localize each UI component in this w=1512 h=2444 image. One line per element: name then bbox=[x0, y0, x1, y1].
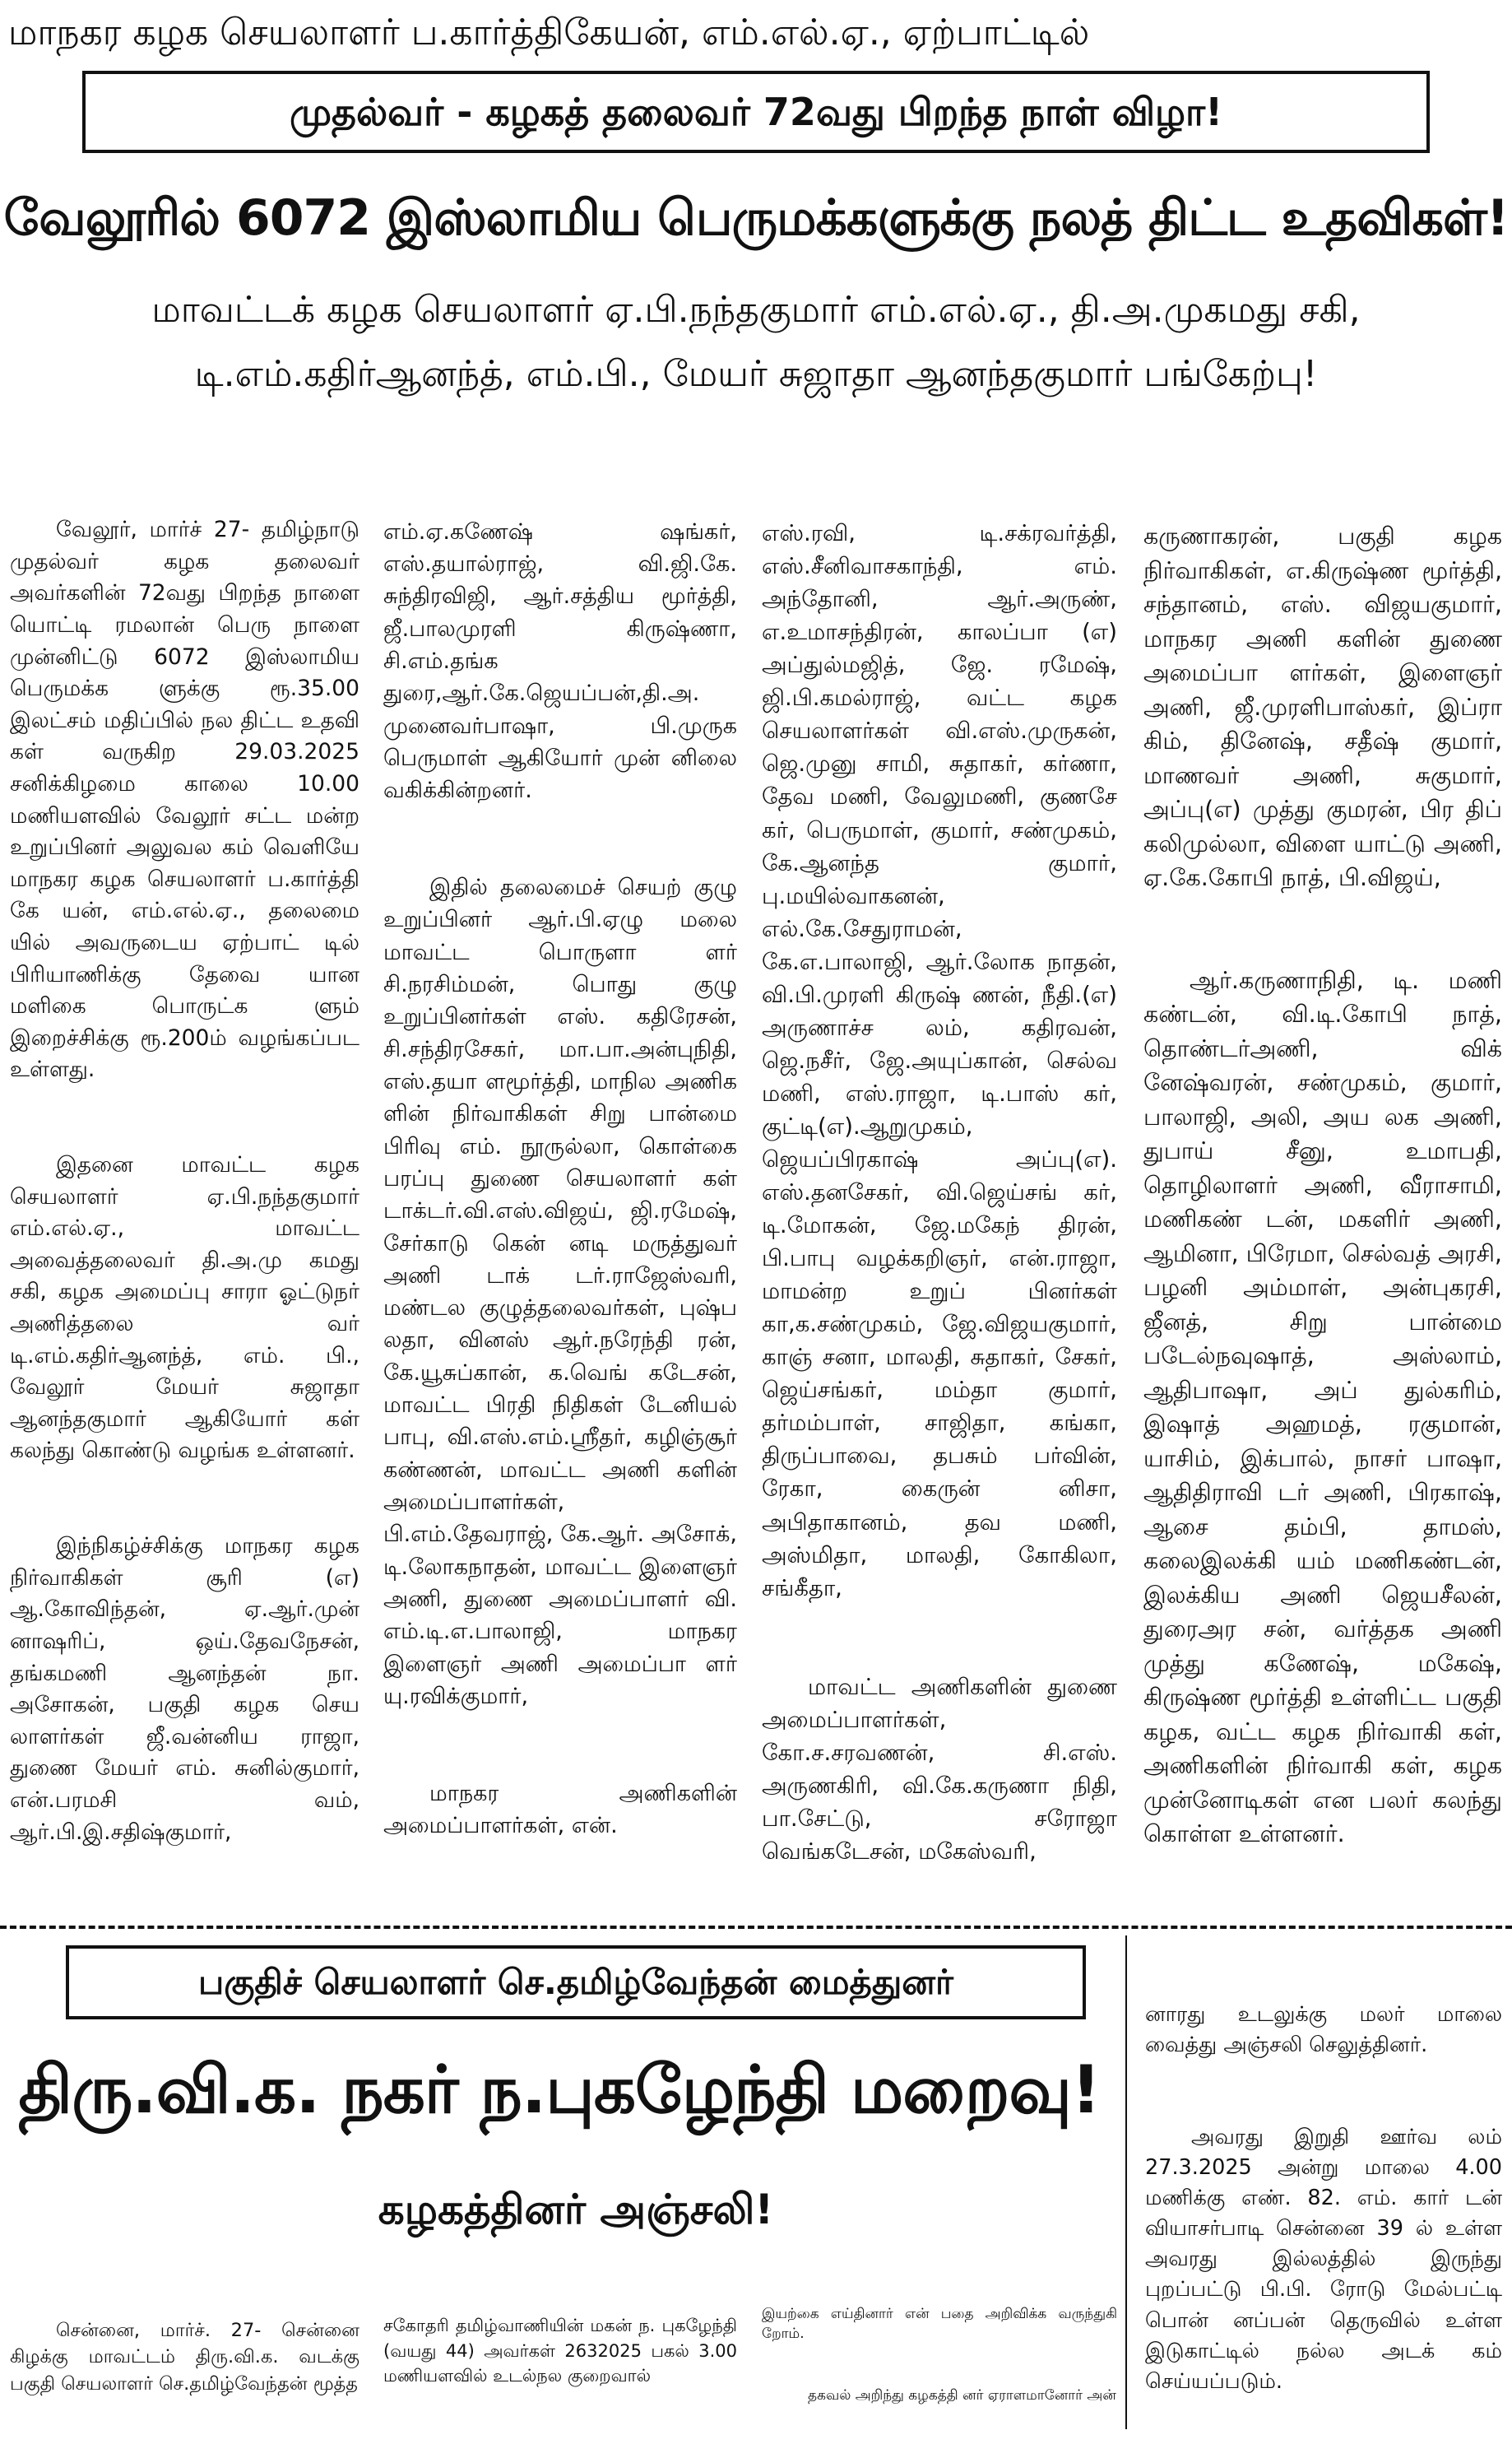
lead-col3-paragraph-1: எஸ்.ரவி, டி.சக்ரவர்த்தி, எஸ்.சீனிவாசகாந்தி, எம். அந்தோனி, ஆர்.அருண், எ.உமாசந்திரன், காலப்பா (எ) அப்துல்மஜித், ஜே. ரமேஷ், ஜி.பி.கமல்ராஜ், வட்ட கழக செயலாளர்கள் வி.எஸ்.முருகன், ஜெ.முனு சாமி, சுதாகர், கர்ணா, தேவ மணி, வேலுமணி, குணசே கர், பெருமாள், குமார், சண்முகம், கே.ஆனந்த குமார், பு.மயில்வாகனன், எல்.கே.சேதுராமன், கே.எ.பாலாஜி, ஆர்.லோக நாதன், வி.பி.முரளி கிருஷ் ணன், நீதி.(எ) அருணாச்ச லம், கதிரவன், ஜெ.நசீர், ஜே.அயுப்கான், செல்வ மணி, எஸ்.ராஜா, டி.பாஸ் கர், குட்டி(எ).ஆறுமுகம், ஜெயப்பிரகாஷ் அப்பு(எ). எஸ்.தனசேகர், வி.ஜெய்சங் கர், டி.மோகன், ஜே.மகேந் திரன், பி.பாபு வழக்கறிஞர், என்.ராஜா, மாமன்ற உறுப் பினர்கள் கா,க.சண்முகம், ஜே.விஜயகுமார், காஞ் சனா, மாலதி, சுதாகர், சேகர், ஜெய்சங்கர், மம்தா குமார், தர்மம்பாள், சாஜிதா, கங்கா, திருப்பாவை, தபசும் பர்வின், ரேகா, கைருன் னிசா, அபிதாகானம், தவ மணி, அஸ்மிதா, மாலதி, கோகிலா, சங்கீதா, bbox=[762, 520, 1125, 1601]
lead-column-4 bbox=[1143, 451, 1510, 1916]
lead-col2-paragraph-2: இதில் தலைமைச் செயற் குழு உறுப்பினர் ஆர்.பி.ஏழு மலை மாவட்ட பொருளா ளர் சி.நரசிம்மன், பொது குழு உறுப்பினர்கள் எஸ். கதிரேசன், சி.சந்திரசேகர், மா.பா.அன்புநிதி, எஸ்.தயா ளமூர்த்தி, மாநில அணிக ளின் நிர்வாகிகள் சிறு பான்மை பிரிவு எம். நூருல்லா, கொள்கை பரப்பு துணை செயலாளர் கள் டாக்டர்.வி.எஸ்.விஜய், ஜி.ரமேஷ், சேர்காடு கென் னடி மருத்துவர் அணி டாக் டர்.ராஜேஸ்வரி, மண்டல குழுத்தலைவர்கள், புஷ்ப லதா, வினஸ் ஆர்.நரேந்தி ரன், கே.யூசுப்கான், க.வெங் கடேசன், மாவட்ட பிரதி நிதிகள் டேனியல் பாபு, வி.எஸ்.எம்.ஸ்ரீதர், கழிஞ்சூர் கண்ணன், மாவட்ட அணி களின் அமைப்பாளர்கள், பி.எம்.தேவராஜ், கே.ஆர். அசோக், டி.லோகநாதன், மாவட்ட இளைஞர் அணி, துணை அமைப்பாளர் வி. எம்.டி.எ.பாலாஜி, மாநகர இளைஞர் அணி அமைப்பா ளர் யு.ரவிக்குமார், bbox=[383, 875, 744, 1709]
lead-column-1 bbox=[10, 451, 367, 1916]
lead-col2-paragraph-1: எம்.ஏ.கணேஷ் ஷங்கர், எஸ்.தயால்ராஜ், வி.ஜி.கே. சுந்திரவிஜி, ஆர்.சத்திய மூர்த்தி, ஜீ.பாலமுரளி கிருஷ்ணா, சி.எம்.தங்க துரை,ஆர்.கே.ஜெயப்பன்,தி.அ. முனைவர்பாஷா, பி.முருக பெருமாள் ஆகியோர் முன் னிலை வகிக்கின்றனர். bbox=[383, 518, 744, 804]
lead-kicker-boxed: முதல்வர் - கழகத் தலைவர் 72வது பிறந்த நாள் விழா! bbox=[82, 71, 1430, 153]
lead-col4-paragraph-1: கருணாகரன், பகுதி கழக நிர்வாகிகள், எ.கிருஷ்ண மூர்த்தி, சந்தானம், எஸ். விஜயகுமார், மாநகர அணி களின் துணை அமைப்பா ளர்கள், இளைஞர் அணி, ஜீ.முரளிபாஸ்கர், இப்ரா கிம், தினேஷ், சதீஷ் குமார், மாணவர் அணி, சுகுமார், அப்பு(எ) முத்து குமரன், பிர திப் கலிமுல்லா, விளை யாட்டு அணி, ஏ.கே.கோபி நாத், பி.விஜய், bbox=[1143, 523, 1510, 891]
obituary-col1-paragraph-1: சென்னை, மார்ச். 27- சென்னை கிழக்கு மாவட்டம் திரு.வி.க. வடக்கு பகுதி செயலாளர் செ.தமிழ்வேந்தன் மூத்த bbox=[10, 2319, 366, 2395]
lead-subhead bbox=[0, 278, 1512, 418]
lead-col1-paragraph-3: இந்நிகழ்ச்சிக்கு மாநகர கழக நிர்வாகிகள் சூரி (எ) ஆ.கோவிந்தன், ஏ.ஆர்.முன் னாஷரிப், ஒய்.தேவநேசன், தங்கமணி ஆனந்தன் நா. அசோகன், பகுதி கழக செய லாளர்கள் ஜீ.வன்னிய ராஜா, துணை மேயர் எம். சுனில்குமார், என்.பரமசி வம், ஆர்.பி.இ.சதிஷ்குமார், bbox=[10, 1533, 367, 1845]
obituary-subhead: கழகத்தினர் அஞ்சலி! bbox=[378, 2186, 774, 2233]
section-divider bbox=[0, 1926, 1512, 1929]
obituary-kicker-boxed: பகுதிச் செயலாளர் செ.தமிழ்வேந்தன் மைத்துனர் bbox=[66, 1945, 1086, 2019]
obituary-column-2 bbox=[383, 2263, 743, 2436]
lead-column-2 bbox=[383, 451, 744, 1916]
obituary-col2-paragraph-1: சகோதரி தமிழ்வாணியின் மகன் ந. புகழேந்தி (வயது 44) அவர்கள் 2632025 பகல் 3.00 மணியளவில் உடல்நல குறைவால் bbox=[383, 2316, 743, 2386]
lead-headline: வேலூரில் 6072 இஸ்லாமிய பெருமக்களுக்கு நலத் திட்ட உதவிகள்! bbox=[3, 189, 1509, 247]
lead-col1-paragraph-1: வேலூர், மார்ச் 27- தமிழ்நாடு முதல்வர் கழக தலைவர் அவர்களின் 72வது பிறந்த நாளை யொட்டி ரமலான் பெரு நாளை முன்னிட்டு 6072 இஸ்லாமிய பெருமக்க ளுக்கு ரூ.35.00 இலட்சம் மதிப்பில் நல திட்ட உதவி கள் வருகிற 29.03.2025 சனிக்கிழமை காலை 10.00 மணியளவில் வேலூர் சட்ட மன்ற உறுப்பினர் அலுவல கம் வெளியே மாநகர கழக செயலாளர் ப.கார்த்தி கே யன், எம்.எல்.ஏ., தலைமை யில் அவருடைய ஏற்பாட் டில் பிரியாணிக்கு தேவை யான மளிகை பொருட்க ளும் இறைச்சிக்கு ரூ.200ம் வழங்கப்பட உள்ளது. bbox=[10, 517, 367, 1083]
lead-subhead-line1: மாவட்டக் கழக செயலாளர் ஏ.பி.நந்தகுமார் எம்.எல்.ஏ., தி.அ.முகமது சகி, bbox=[151, 289, 1361, 331]
lead-subhead-line2: டி.எம்.கதிர்ஆனந்த், எம்.பி., மேயர் சுஜாதா ஆனந்தகுமார் பங்கேற்பு! bbox=[194, 353, 1318, 395]
obituary-side-column bbox=[1145, 1939, 1510, 2436]
lead-col2-paragraph-3: மாநகர அணிகளின் அமைப்பாளர்கள், என். bbox=[383, 1780, 744, 1839]
obituary-column-rule bbox=[1125, 1935, 1127, 2429]
obituary-col3-paragraph-1: இயற்கை எய்தினார் என் பதை அறிவிக்க வருந்துகி றோம். bbox=[762, 2305, 1122, 2343]
lead-column-3 bbox=[762, 451, 1125, 1916]
lead-col1-paragraph-2: இதனை மாவட்ட கழக செயலாளர் ஏ.பி.நந்தகுமார் எம்.எல்.ஏ., மாவட்ட அவைத்தலைவர் தி.அ.மு கமது சகி, கழக அமைப்பு சாரா ஓட்டுநர் அணித்தலை வர் டி.எம்.கதிர்ஆனந்த், எம். பி., வேலூர் மேயர் சுஜாதா ஆனந்தகுமார் ஆகியோர் கள் கலந்து கொண்டு வழங்க உள்ளனர். bbox=[10, 1152, 367, 1464]
obituary-headline: திரு.வி.க. நகர் ந.புகழேந்தி மறைவு! bbox=[18, 2051, 1101, 2128]
obituary-col3-paragraph-2: தகவல் அறிந்து கழகத்தி னர் ஏராளமானோர் அன் bbox=[808, 2386, 1116, 2404]
lead-kicker-top: மாநகர கழக செயலாளர் ப.கார்த்திகேயன், எம்.எல்.ஏ., ஏற்பாட்டில் bbox=[8, 12, 1090, 53]
obituary-column-3 bbox=[762, 2263, 1122, 2436]
lead-col4-paragraph-2: ஆர்.கருணாநிதி, டி. மணி கண்டன், வி.டி.கோபி நாத், தொண்டர்அணி, விக் னேஷ்வரன், சண்முகம், குமார், பாலாஜி, அலி, அய லக அணி, துபாய் சீனு, உமாபதி, தொழிலாளர் அணி, வீராசாமி, மணிகண் டன், மகளிர் அணி, ஆமினா, பிரேமா, செல்வத் அரசி, பழனி அம்மாள், அன்புகரசி, ஜீனத், சிறு பான்மை படேல்நவுஷாத், அஸ்லாம், ஆதிபாஷா, அப் துல்கரிம், இஷாத் அஹமத், ரகுமான், யாசிம், இக்பால், நாசர் பாஷா, ஆதிதிராவி டர் அணி, பிரகாஷ், ஆசை தம்பி, தாமஸ், கலைஇலக்கி யம் மணிகண்டன், இலக்கிய அணி ஜெயசீலன், துரைஅர சன், வர்த்தக அணி முத்து கணேஷ், மகேஷ், கிருஷ்ண மூர்த்தி உள்ளிட்ட பகுதி கழக, வட்ட கழக நிர்வாகி கள், அணிகளின் நிர்வாகி கள், கழக முன்னோடிகள் என பலர் கலந்து கொள்ள உள்ளனர். bbox=[1143, 966, 1510, 1847]
obituary-column-1 bbox=[10, 2263, 366, 2436]
lead-col3-paragraph-2: மாவட்ட அணிகளின் துணை அமைப்பாளர்கள், கோ.ச.சரவணன், சி.எஸ். அருணகிரி, வி.கே.கருணா நிதி, பா.சேட்டு, சரோஜா வெங்கடேசன், மகேஸ்வரி, bbox=[762, 1673, 1125, 1865]
obituary-side-paragraph-2: அவரது இறுதி ஊர்வ லம் 27.3.2025 அன்று மாலை 4.00 மணிக்கு எண். 82. எம். கார் டன் வியாசர்பாடி சென்னை 39 ல் உள்ள அவரது இல்லத்தில் இருந்து புறப்பட்டு பி.பி. ரோடு மேல்பட்டி பொன் னப்பன் தெருவில் உள்ள இடுகாட்டில் நல்ல அடக் கம் செய்யப்படும். bbox=[1145, 2124, 1510, 2394]
obituary-side-paragraph-1: னாரது உடலுக்கு மலர் மாலை வைத்து அஞ்சலி செலுத்தினர். bbox=[1145, 2002, 1510, 2058]
